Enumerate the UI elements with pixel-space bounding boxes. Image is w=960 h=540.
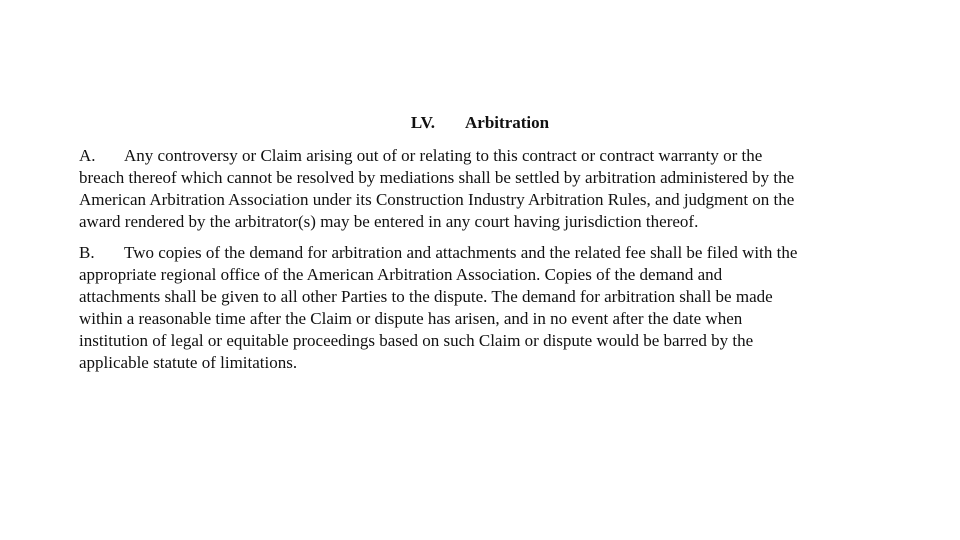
clause-line: attachments shall be given to all other Parties to the dispute. The demand for arbitration shall be made [79, 287, 773, 306]
clause-marker: B. [79, 243, 95, 262]
clause-b [79, 242, 879, 374]
clause-line: American Arbitration Association under its Construction Industry Arbitration Rules, and judgment on the [79, 190, 795, 209]
clause-line [79, 145, 879, 167]
clause-line [79, 242, 879, 264]
clause-line: applicable statute of limitations. [79, 353, 298, 372]
section-heading [0, 113, 960, 133]
clause-line: breach thereof which cannot be resolved by mediations shall be settled by arbitration administered by the [79, 168, 795, 187]
clause-line: appropriate regional office of the American Arbitration Association. Copies of the demand and [79, 265, 723, 284]
section-number: LV. [410, 113, 436, 132]
clause-marker: A. [79, 146, 96, 165]
clause-a [79, 145, 879, 233]
clause-line: institution of legal or equitable proceedings based on such Claim or dispute would be barred by the [79, 331, 754, 350]
section-title: Arbitration [465, 113, 550, 132]
clause-text: Two copies of the demand for arbitration and attachments and the related fee shall be filed with the [124, 243, 798, 262]
clause-line: within a reasonable time after the Claim or dispute has arisen, and in no event after the date when [79, 309, 743, 328]
clause-line: award rendered by the arbitrator(s) may be entered in any court having jurisdiction thereof. [79, 212, 699, 231]
clause-text: Any controversy or Claim arising out of or relating to this contract or contract warranty or the [124, 146, 763, 165]
